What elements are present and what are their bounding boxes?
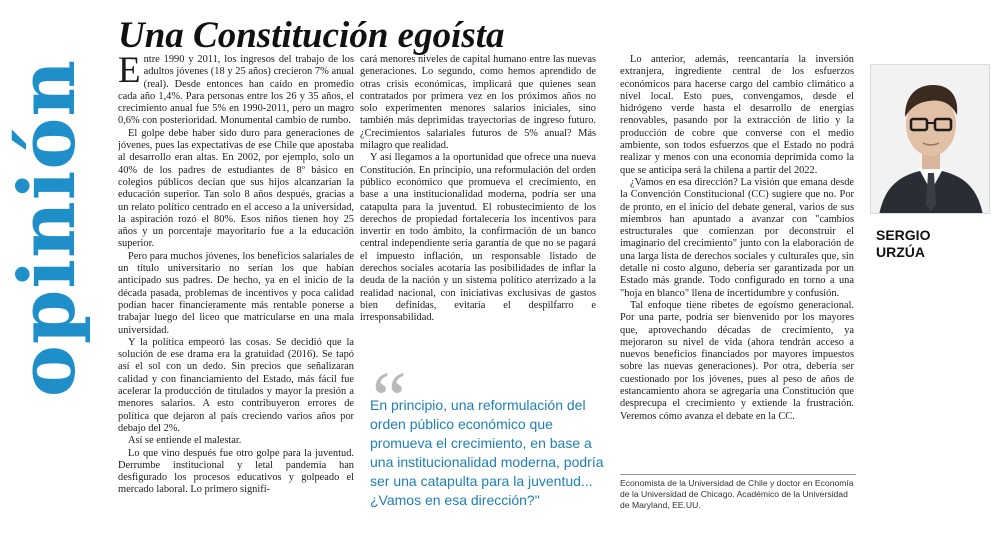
- section-label: [2, 18, 93, 438]
- paragraph: [118, 54, 354, 128]
- article-column-3: [620, 54, 854, 466]
- drop-cap: E: [118, 54, 141, 91]
- paragraph: Tal enfoque tiene ribetes de egoísmo generacional. Por una parte, podría ser bienvenido por los mayores que, aprovechando décadas de crecimiento, ya mejoraron su nivel de vida (ahora tendrán acceso a nuevos beneficios financiados por mayores impuestos sobre las nuevas generaciones). Por otra, debería ser cuestionado por los jóvenes, pues al peso de años de estancamiento ahora se agregaría una Constitución que desprecupa el crecimiento y extiende la frustración. Veremos cómo avanza el debate en la CC.: [620, 299, 854, 422]
- headline: Una Constitución egoísta: [118, 15, 505, 56]
- paragraph: Así se entiende el malestar.: [128, 435, 242, 447]
- author-photo: [870, 64, 990, 214]
- paragraph: Lo que vino después fue otro golpe para la juventud. Derrumbe institucional y letal pandemia han desfigurado los procesos educativos y golpeado el mercado laboral. Lo primero signifi-: [118, 447, 354, 496]
- paragraph-text: ntre 1990 y 2011, los ingresos del trabajo de los adultos jóvenes (18 y 25 años) crecieron 7% anual (real). Desde entonces han caído en promedio cada año 1,4%. Para personas entre los 26 y 35 años, el crecimiento anual fue 5% en 1990-2011, pero un magro 0,6% con posterioridad. Monumental cambio de rumbo.: [118, 54, 354, 127]
- article-column-2: [360, 54, 596, 350]
- paragraph: El golpe debe haber sido duro para generaciones de jóvenes, pues las expectativas de ese Chile que apostaba al desarrollo eran altas. En 2002, por ejemplo, solo un 40% de los padres de estudiantes de 8º básico en colegios públicos decían que sus hijos alcanzarían la educación superior. Tan solo 8 años después, gracias a un relato político centrado en el acceso a la universidad, la aspiración rozó el 80%. Esos niños tienen hoy 25 años y un porcentaje mayoritario fue a la educación superior.: [118, 127, 354, 250]
- author-portrait-icon: [871, 65, 990, 214]
- paragraph: Y la política empeoró las cosas. Se decidió que la solución de ese drama era la gratuidad (2016). Se tapó así el sol con un dedo. Sin precios que señalizaran calidad y con financiamiento del Estado, más fácil fue acelerar la producción de titulados y mayor la presión a menores salarios. A esto contribuyeron errores de política que dejaron al país creciendo varios años por debajo del 2%.: [118, 336, 354, 434]
- paragraph: Lo anterior, además, reencantaría la inversión extranjera, ingrediente central de los esfuerzos económicos para hacerse cargo del cambio climático a nivel local. Esto pues, convengamos, desde el hidrógeno verde hasta el desarrollo de energías renovables, pasando por la extracción de litio y la producción de cobre que converse con el medio ambiente, son todos esfuerzos que el Estado no podrá realizar y menos con una economía deprimida como la que se anticipa será la chilena a partir del 2022.: [620, 54, 854, 176]
- paragraph: cará menores niveles de capital humano entre las nuevas generaciones. Lo segundo, como hemos aprendido de otras crisis económicas, implicará que quienes sean contratados por primera vez en los próximos años no solo experimenten menores salarios iniciales, sino también más deprimidas trayectorias de ingreso futuro. ¿Crecimientos salariales futuros de 5% anual? Más milagro que realidad.: [360, 54, 596, 152]
- paragraph: Y así llegamos a la oportunidad que ofrece una nueva Constitución. En principio, una reformulación del orden público económico que promueva el crecimiento, en base a una institucionalidad moderna, podría ser una catapulta para la juventud. El robustecimiento de los derechos de propiedad fortalecería los incentivos para invertir en todo ámbito, la confirmación de un banco central independiente sería garantía de que no se pagará el impuesto inflación, un responsable listado de derechos sociales acotaría las posibilidades de inflar la deuda de la nación y un sistema político aterrizado a la realidad nacional, con iniciativas exclusivas de gastos bien definidas, evitaría el despilfarro e irresponsabilidad.: [360, 152, 596, 324]
- quote-mark-icon: “: [372, 355, 407, 442]
- paragraph: ¿Vamos en esa dirección? La visión que emana desde la Convención Constitucional (CC) sugiere que no. Por de pronto, en el inicio del debate general, varios de sus miembros han apuntado a avanzar con "cambios estructurales que comienzan por deconstruir el imaginario del crecimiento" junto con la elaboración de una larga lista de derechos sociales y culturales que, sin detalle ni costo alguno, debería ser garantizada por un Estado más grande. Todo configurado en torno a una "hoja en blanco" llena de incertidumbre y confusión.: [620, 176, 854, 299]
- article-column-1: [118, 54, 354, 510]
- credit-divider: [620, 474, 856, 475]
- author-credit: Economista de la Universidad de Chile y doctor en Economía de la Universidad de Chicago. Académico de la Universidad de Maryland, EE.UU.: [620, 478, 854, 510]
- author-name: [876, 227, 986, 261]
- section-label-text: opinión: [2, 58, 93, 398]
- author-last-name: URZÚA: [876, 244, 925, 260]
- author-first-name: SERGIO: [876, 227, 931, 243]
- paragraph: Pero para muchos jóvenes, los beneficios salariales de un título universitario no serían los que habían anticipado sus padres. De hecho, ya en el inicio de la década pasada, problemas de incentivos y poca calidad podían hacer financieramente más rentable ponerse a trabajar luego del liceo que matricularse en una mala universidad.: [118, 250, 354, 336]
- pull-quote: En principio, una reformulación del orden público económico que promueva el crecimiento, en base a una institucionalidad moderna, podría ser una catapulta para la juventud... ¿Vamos en esa dirección?": [370, 397, 604, 508]
